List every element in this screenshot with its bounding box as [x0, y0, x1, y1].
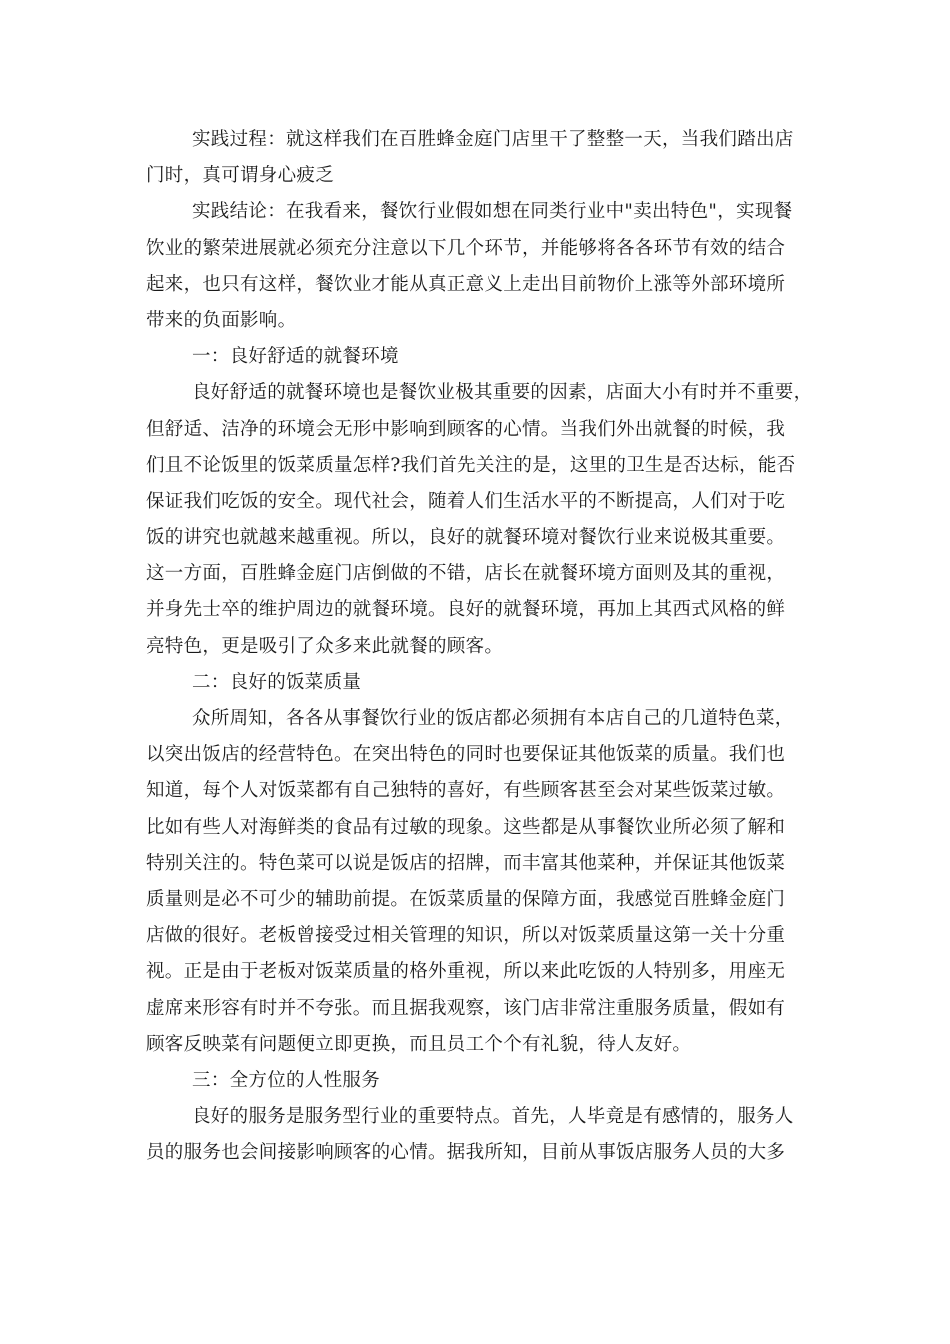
text-line: 门时，真可谓身心疲乏 — [146, 165, 335, 187]
text-line: 保证我们吃饭的安全。现代社会，随着人们生活水平的不断提高，人们对于吃 — [146, 490, 786, 512]
text-line: 视。正是由于老板对饭菜质量的格外重视，所以来此吃饭的人特别多，用座无 — [146, 961, 786, 983]
text-line: 三：全方位的人性服务 — [192, 1069, 381, 1091]
text-line: 员的服务也会间接影响顾客的心情。据我所知，目前从事饭店服务人员的大多 — [146, 1142, 786, 1164]
text-line: 但舒适、洁净的环境会无形中影响到顾客的心情。当我们外出就餐的时候，我 — [146, 418, 786, 440]
text-line: 良好舒适的就餐环境也是餐饮业极其重要的因素，店面大小有时并不重要， — [192, 382, 813, 404]
text-line: 店做的很好。老板曾接受过相关管理的知识，所以对饭菜质量这第一关十分重 — [146, 925, 786, 947]
text-line: 以突出饭店的经营特色。在突出特色的同时也要保证其他饭菜的质量。我们也 — [146, 744, 786, 766]
text-line: 起来，也只有这样，餐饮业才能从真正意义上走出目前物价上涨等外部环境所 — [146, 273, 786, 295]
text-line: 饭的讲究也就越来越重视。所以，良好的就餐环境对餐饮行业来说极其重要。 — [146, 527, 786, 549]
text-line: 顾客反映菜有问题便立即更换，而且员工个个有礼貌，待人友好。 — [146, 1033, 692, 1055]
text-line: 带来的负面影响。 — [146, 309, 297, 331]
text-line: 们且不论饭里的饭菜质量怎样?我们首先关注的是，这里的卫生是否达标，能否 — [146, 454, 796, 476]
text-line: 一：良好舒适的就餐环境 — [192, 346, 399, 368]
text-line: 良好的服务是服务型行业的重要特点。首先，人毕竟是有感情的，服务人 — [192, 1106, 794, 1128]
text-line: 众所周知，各各从事餐饮行业的饭店都必须拥有本店自己的几道特色菜， — [192, 708, 794, 729]
text-line: 实践结论：在我看来，餐饮行业假如想在同类行业中"卖出特色"，实现餐 — [192, 201, 793, 223]
document-body — [146, 122, 812, 1171]
text-line: 虚席来形容有时并不夸张。而且据我观察，该门店非常注重服务质量，假如有 — [146, 997, 786, 1019]
text-line: 特别关注的。特色菜可以说是饭店的招牌，而丰富其他菜种，并保证其他饭菜 — [146, 852, 786, 874]
text-line: 知道，每个人对饭菜都有自己独特的喜好，有些顾客甚至会对某些饭菜过敏。 — [146, 780, 786, 802]
text-line: 二：良好的饭菜质量 — [192, 671, 362, 693]
text-line: 并身先士卒的维护周边的就餐环境。良好的就餐环境，再加上其西式风格的鲜 — [146, 599, 786, 621]
text-line: 实践过程：就这样我们在百胜蜂金庭门店里干了整整一天，当我们踏出店 — [192, 129, 794, 150]
text-line: 比如有些人对海鲜类的食品有过敏的现象。这些都是从事餐饮业所必须了解和 — [146, 816, 786, 838]
text-line: 这一方面，百胜蜂金庭门店倒做的不错，店长在就餐环境方面则及其的重视， — [146, 563, 786, 585]
text-line: 亮特色，更是吸引了众多来此就餐的顾客。 — [146, 635, 504, 657]
text-line: 饮业的繁荣进展就必须充分注意以下几个环节，并能够将各各环节有效的结合 — [146, 237, 786, 259]
text-line: 质量则是必不可少的辅助前提。在饭菜质量的保障方面，我感觉百胜蜂金庭门 — [146, 888, 786, 910]
